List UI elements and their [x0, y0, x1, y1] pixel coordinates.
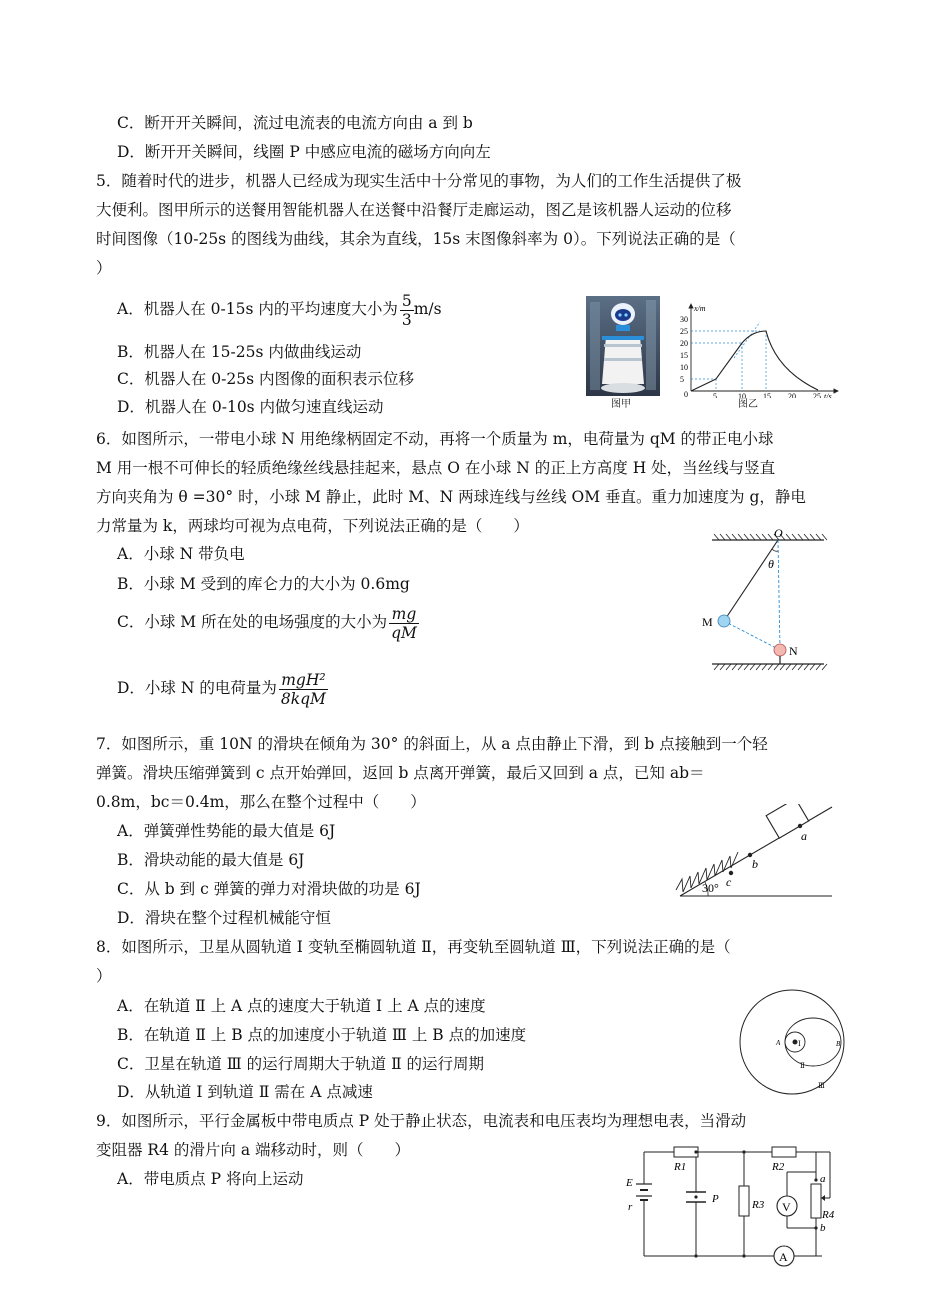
label-a-end: a — [820, 1173, 826, 1185]
label-r: r — [628, 1201, 633, 1213]
label-r3: R3 — [752, 1199, 765, 1211]
string-om — [724, 540, 778, 621]
hatch-mark — [804, 534, 809, 540]
label-b-end: b — [820, 1222, 826, 1234]
pendulum-figure — [700, 528, 830, 676]
q6-option-d-fraction — [279, 671, 328, 708]
q8-stem-line1: 8．如图所示，卫星从圆轨道 Ⅰ 变轨至椭圆轨道 Ⅱ，再变轨至圆轨道 Ⅲ，下列说法正确的是（ — [96, 938, 731, 956]
label-v: V — [782, 1200, 791, 1214]
hatch-mark — [726, 664, 731, 670]
graph-caption: 图乙 — [738, 399, 758, 410]
orbit-figure — [732, 986, 852, 1096]
hatch-mark — [726, 534, 731, 540]
q6-option-c — [117, 600, 419, 644]
orbit-iii — [740, 990, 844, 1094]
frac-num: mg — [389, 605, 419, 624]
incline-figure — [668, 804, 838, 900]
hatch-mark — [750, 534, 755, 540]
circuit-figure — [622, 1138, 848, 1268]
label-o: O — [774, 528, 783, 540]
q7-stem-line1: 7．如图所示，重 10N 的滑块在倾角为 30° 的斜面上，从 a 点由静止下滑，到 b 点接触到一个轻 — [96, 735, 768, 753]
point-a — [798, 824, 802, 828]
hatch-mark — [810, 664, 815, 670]
frac-den: 8kqM — [280, 689, 326, 708]
q8-option-b: B．在轨道 Ⅱ 上 B 点的加速度小于轨道 Ⅲ 上 B 点的加速度 — [117, 1026, 527, 1044]
hatch-mark — [768, 664, 773, 670]
vertical-dash — [778, 540, 780, 650]
hatch-mark — [720, 534, 725, 540]
hatch-mark — [798, 664, 803, 670]
planet — [793, 1040, 798, 1045]
q6-stem-line3: 方向夹角为 θ =30° 时，小球 M 静止，此时 M、N 两球连线与丝线 OM 垂直。重力加速度为 g，静电 — [96, 488, 806, 506]
q4-option-c: C．断开开关瞬间，流过电流表的电流方向由 a 到 b — [117, 114, 473, 132]
hatch-mark — [732, 534, 737, 540]
q5-stem-line2: 大便利。图甲所示的送餐用智能机器人在送餐中沿餐厅走廊运动，图乙是该机器人运动的位移 — [96, 201, 732, 219]
ball-n — [774, 644, 786, 656]
hatch-mark — [786, 534, 791, 540]
origin-label: 0 — [684, 390, 688, 398]
label-e: E — [626, 1177, 633, 1189]
hatch-mark — [822, 664, 827, 670]
hatch-mark — [792, 664, 797, 670]
q9-option-a: A．带电质点 P 将向上运动 — [117, 1170, 304, 1188]
q6-option-d — [117, 666, 328, 710]
q6-option-a: A．小球 N 带负电 — [117, 545, 245, 563]
xt-graph — [672, 298, 842, 398]
label-m: M — [702, 615, 713, 629]
resistor-r2 — [772, 1147, 796, 1157]
label-r4: R4 — [822, 1209, 835, 1221]
hatch-mark — [756, 534, 761, 540]
q5-option-a-fraction — [400, 292, 414, 329]
y-tick-label: 30 — [680, 315, 688, 324]
q7-option-b: B．滑块动能的最大值是 6J — [117, 851, 305, 869]
q4-option-d: D．断开开关瞬间，线圈 P 中感应电流的磁场方向向左 — [117, 143, 491, 161]
hatch-mark — [756, 664, 761, 670]
q5-stem-line1: 5．随着时代的进步，机器人已经成为现实生活中十分常见的事物，为人们的工作生活提供了极 — [96, 172, 742, 190]
hatch-mark — [804, 664, 809, 670]
charged-particle-p — [694, 1195, 697, 1198]
hatch-mark — [762, 664, 767, 670]
resistor-r3 — [739, 1186, 749, 1216]
label-c: c — [726, 875, 732, 889]
frac-den: qM — [391, 623, 417, 642]
y-tick-label: 20 — [680, 339, 688, 348]
hatch-mark — [744, 664, 749, 670]
hatch-mark — [762, 534, 767, 540]
frac-den: 3 — [401, 310, 412, 329]
label-ammeter: A — [779, 1250, 788, 1264]
hatch-mark — [732, 664, 737, 670]
label-p: P — [712, 1193, 719, 1205]
y-tick-label: 5 — [680, 375, 684, 384]
q6-option-b: B．小球 M 受到的库仑力的大小为 0.6mg — [117, 575, 410, 593]
q9-stem-line1: 9．如图所示，平行金属板中带电质点 P 处于静止状态，电流表和电压表均为理想电表，当滑动 — [96, 1112, 747, 1130]
y-tick-label: 10 — [680, 363, 688, 372]
hatch-mark — [780, 664, 785, 670]
label-A: A — [776, 1039, 781, 1047]
hatch-mark — [786, 664, 791, 670]
angle-label: 30° — [702, 881, 719, 895]
hatch-mark — [750, 664, 755, 670]
ball-m — [718, 615, 730, 627]
frac-num: mgH² — [279, 671, 328, 690]
x-tick-label: 20 — [788, 392, 796, 398]
y-tick-label: 25 — [680, 327, 688, 336]
q6-option-c-text: C．小球 M 所在处的电场强度的大小为 — [117, 613, 388, 631]
label-r1: R1 — [674, 1161, 687, 1173]
resistor-r4 — [811, 1184, 821, 1218]
hatch-mark — [738, 534, 743, 540]
q5-option-a — [117, 290, 442, 329]
q5-stem-line3: 时间图像（10-25s 的图线为曲线，其余为直线，15s 末图像斜率为 0）。下列说法正确的是（ — [96, 230, 736, 248]
hatch-mark — [792, 534, 797, 540]
hatch-mark — [768, 534, 773, 540]
q5-stem-line4: ） — [96, 259, 112, 277]
x-tick-label: 10 — [738, 392, 746, 398]
hatch-mark — [774, 664, 779, 670]
q5-option-a-text: A．机器人在 0-15s 内的平均速度大小为 — [117, 300, 398, 318]
q7-stem-line2: 弹簧。滑块压缩弹簧到 c 点开始弹回，返回 b 点离开弹簧，最后又回到 a 点，已知 ab＝ — [96, 764, 705, 782]
x-axis-label: t/s — [824, 392, 832, 398]
y-tick-label: 15 — [680, 351, 688, 360]
hatch-mark — [816, 664, 821, 670]
hatch-mark — [810, 534, 815, 540]
hatch-mark — [720, 664, 725, 670]
hatch-mark — [738, 664, 743, 670]
xt-curve — [691, 331, 818, 391]
q7-option-d: D．滑块在整个过程机械能守恒 — [117, 909, 331, 927]
q5-option-d: D．机器人在 0-10s 内做匀速直线运动 — [117, 398, 384, 416]
x-tick-label: 25 — [813, 392, 821, 398]
label-II: Ⅱ — [800, 1062, 805, 1070]
q7-stem-line3: 0.8m，bc＝0.4m，那么在整个过程中（ ） — [96, 793, 426, 811]
slider-arrow — [821, 1195, 825, 1201]
x-tick-label: 15 — [763, 392, 771, 398]
hatch-mark — [744, 534, 749, 540]
photo-caption: 图甲 — [611, 399, 631, 410]
q6-option-c-fraction — [389, 605, 419, 642]
q5-option-c: C．机器人在 0-25s 内图像的面积表示位移 — [117, 370, 414, 388]
q7-option-c: C．从 b 到 c 弹簧的弹力对滑块做的功是 6J — [117, 880, 421, 898]
hatch-mark — [816, 534, 821, 540]
label-n: N — [789, 644, 798, 658]
label-a: a — [801, 829, 807, 843]
q8-option-c: C．卫星在轨道 Ⅲ 的运行周期大于轨道 Ⅱ 的运行周期 — [117, 1055, 485, 1073]
hatch-mark — [714, 534, 719, 540]
label-B: B — [836, 1040, 841, 1048]
q6-stem-line4: 力常量为 k，两球均可视为点电荷，下列说法正确的是（ ） — [96, 517, 529, 535]
hatch-mark — [822, 534, 827, 540]
label-theta: θ — [768, 557, 774, 571]
label-r2: R2 — [772, 1161, 785, 1173]
q6-stem-line2: M 用一根不可伸长的轻质绝缘丝线悬挂起来，悬点 O 在小球 N 的正上方高度 H 处，当丝线与竖直 — [96, 459, 776, 477]
hatch-mark — [798, 534, 803, 540]
q5-option-a-unit: m/s — [413, 300, 442, 318]
q6-stem-line1: 6．如图所示，一带电小球 N 用绝缘柄固定不动，再将一个质量为 m，电荷量为 qM 的带正电小球 — [96, 430, 774, 448]
tangent-line — [734, 322, 760, 358]
y-axis-label: x/m — [694, 304, 706, 313]
hatch-mark — [714, 664, 719, 670]
x-tick-label: 5 — [713, 392, 717, 398]
q7-option-a: A．弹簧弹性势能的最大值是 6J — [117, 822, 336, 840]
q8-stem-line2: ） — [96, 967, 112, 985]
q5-option-b: B．机器人在 15-25s 内做曲线运动 — [117, 343, 362, 361]
robot-photo — [586, 296, 660, 396]
mn-dash — [724, 621, 780, 650]
label-b: b — [752, 857, 758, 871]
q8-option-d: D．从轨道 Ⅰ 到轨道 Ⅱ 需在 A 点减速 — [117, 1083, 373, 1101]
label-I: Ⅰ — [798, 1040, 801, 1048]
q9-stem-line2: 变阻器 R4 的滑片向 a 端移动时，则（ ） — [96, 1141, 410, 1159]
label-III: Ⅲ — [818, 1082, 825, 1090]
q6-option-d-text: D．小球 N 的电荷量为 — [117, 679, 277, 697]
frac-num: 5 — [401, 291, 412, 310]
q8-option-a: A．在轨道 Ⅱ 上 A 点的速度大于轨道 Ⅰ 上 A 点的速度 — [117, 997, 486, 1015]
